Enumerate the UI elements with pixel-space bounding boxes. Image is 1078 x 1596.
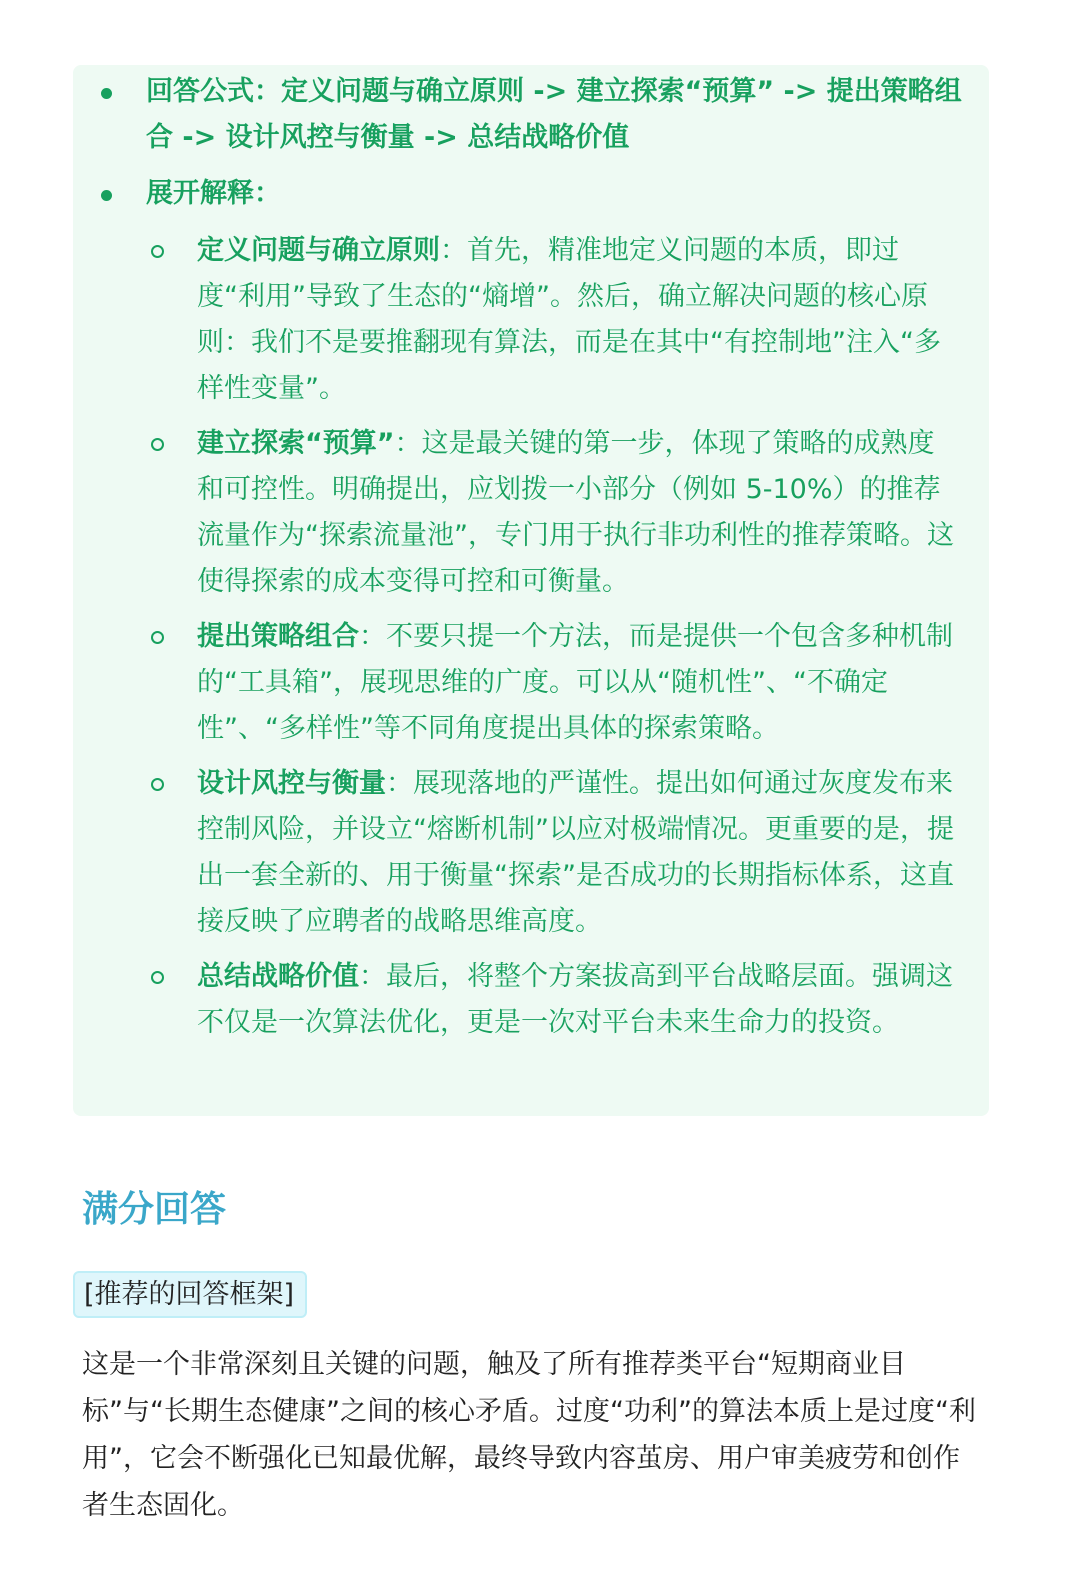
formula-text: 定义问题与确立原则 -> 建立探索“预算” -> 提出策略组合 -> 设计风控与衡量 -> 总结战略价值 [146,76,962,153]
answer-paragraph: 这是一个非常深刻且关键的问题，触及了所有推荐类平台“短期商业目标”与“长期生态健康”之间的核心矛盾。过度“功利”的算法本质上是过度“利用”，它会不断强化已知最优解，最终导致内容茧房、用户审美疲劳和创作者生态固化。 [82,1349,976,1521]
explanation-item-define [73,228,989,412]
circle-bullet-icon [151,778,164,791]
explanation-text: ：展现落地的严谨性。提出如何通过灰度发布来控制风险，并设立“熔断机制”以应对极端情况。更重要的是，提出一套全新的、用于衡量“探索”是否成功的长期指标体系，这直接反映了应聘者的战略思维高度。 [197,768,954,937]
explanation-text: ：最后，将整个方案拔高到平台战略层面。强调这不仅是一次算法优化，更是一次对平台未来生命力的投资。 [197,961,953,1038]
formula-item [73,69,989,161]
explanation-list [73,228,989,1046]
tip-box [73,65,989,1116]
explanation-item-risk [73,761,989,945]
circle-bullet-icon [151,631,164,644]
circle-bullet-icon [151,971,164,984]
explanation-term: 建立探索“预算” [197,428,395,459]
explanation-term: 设计风控与衡量 [197,768,386,799]
explanation-term: 定义问题与确立原则 [197,235,440,266]
explanation-text: ：不要只提一个方法，而是提供一个包含多种机制的“工具箱”，展现思维的广度。可以从“随机性”、“不确定性”、“多样性”等不同角度提出具体的探索策略。 [197,621,953,744]
bullet-icon [101,190,112,201]
explanation-term: 提出策略组合 [197,621,359,652]
explanation-item-strategy [73,614,989,752]
explanation-term: 总结战略价值 [197,961,359,992]
explanation-text: ：首先，精准地定义问题的本质，即过度“利用”导致了生态的“熵增”。然后，确立解决问题的核心原则：我们不是要推翻现有算法，而是在其中“有控制地”注入“多样性变量”。 [197,235,941,404]
explanation-item-value [73,954,989,1046]
explanation-item-budget [73,421,989,605]
expand-item [73,171,989,217]
bullet-icon [101,88,112,99]
section-title: 满分回答 [82,1189,227,1230]
formula-label: 回答公式： [146,76,281,107]
explanation-text: ：这是最关键的第一步，体现了策略的成熟度和可控性。明确提出，应划拨一小部分（例如 5-10%）的推荐流量作为“探索流量池”，专门用于执行非功利性的推荐策略。这使得探索的成本变得可控和可衡量。 [197,428,954,597]
expand-label: 展开解释： [146,178,281,209]
circle-bullet-icon [151,438,164,451]
framework-tag: [推荐的回答框架] [73,1271,307,1318]
circle-bullet-icon [151,245,164,258]
